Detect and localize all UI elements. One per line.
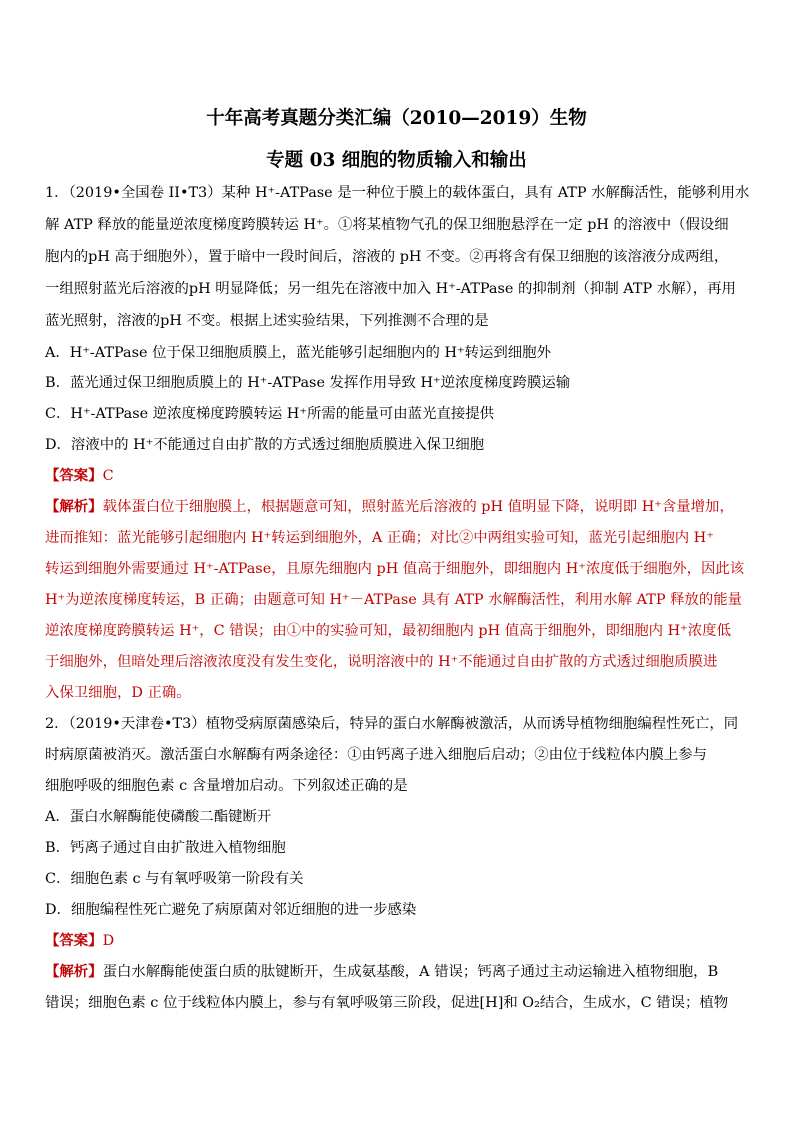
q2-option-d: D．细胞编程性死亡避免了病原菌对邻近细胞的进一步感染	[45, 902, 417, 918]
q2-option-a: A．蛋白水解酶能使磷酸二酯键断开	[45, 809, 272, 825]
q2-stem-line: 2．（2019•天津卷•T3）植物受病原菌感染后，特异的蛋白水解酶被激活，从而诱导植物细胞编程性死亡，同	[45, 716, 739, 732]
analysis-text: 载体蛋白位于细胞膜上，根据题意可知，照射蓝光后溶液的 pH 值明显下降，说明即 H⁺含量增加，	[102, 499, 734, 515]
q1-analysis-line: 于细胞外，但暗处理后溶液浓度没有发生变化，说明溶液中的 H⁺不能通过自由扩散的方式透过细胞质膜进	[45, 654, 718, 670]
q2-analysis-line	[0, 962, 793, 982]
analysis-label: 【解析】	[45, 963, 103, 980]
q1-analysis-line	[0, 497, 793, 517]
q1-stem-line: 蓝光照射，溶液的pH 不变。根据上述实验结果，下列推测不合理的是	[45, 313, 489, 329]
q2-option-c: C．细胞色素 c 与有氧呼吸第一阶段有关	[45, 871, 304, 887]
q1-stem-line: 胞内的pH 高于细胞外），置于暗中一段时间后，溶液的 pH 不变。②再将含有保卫细胞的该溶液分成两组，	[45, 249, 729, 265]
q1-analysis-line: 逆浓度梯度跨膜转运 H⁺，C 错误；由①中的实验可知，最初细胞内 pH 值高于细胞外，即细胞内 H⁺浓度低	[45, 623, 731, 639]
q1-analysis-line: 进而推知：蓝光能够引起细胞内 H⁺转运到细胞外，A 正确；对比②中两组实验可知，蓝光引起细胞内 H⁺	[45, 530, 714, 546]
answer-label: 【答案】	[45, 467, 103, 484]
q2-option-b: B．钙离子通过自由扩散进入植物细胞	[45, 840, 286, 856]
answer-label: 【答案】	[45, 932, 103, 949]
q2-stem-line: 时病原菌被消灭。激活蛋白水解酶有两条途径：①由钙离子进入细胞后启动；②由位于线粒体内膜上参与	[45, 747, 707, 763]
q2-analysis-line: 错误；细胞色素 c 位于线粒体内膜上，参与有氧呼吸第三阶段，促进[H]和 O₂结合，生成水，C 错误；植物	[45, 995, 729, 1011]
q2-stem-line: 细胞呼吸的细胞色素 c 含量增加启动。下列叙述正确的是	[45, 778, 408, 794]
q1-stem-line: 一组照射蓝光后溶液的pH 明显降低；另一组先在溶液中加入 H⁺-ATPase 的抑制剂（抑制 ATP 水解），再用	[45, 281, 736, 297]
answer-value: C	[102, 468, 114, 484]
q1-analysis-line: 转运到细胞外需要通过 H⁺-ATPase，且原先细胞内 pH 值高于细胞外，即细胞内 H⁺浓度低于细胞外，因此该	[45, 561, 745, 577]
q2-answer	[0, 931, 793, 951]
analysis-text: 蛋白水解酶能使蛋白质的肽键断开，生成氨基酸，A 错误；钙离子通过主动运输进入植物细胞，B	[102, 964, 719, 980]
document-subtitle: 专题 03 细胞的物质输入和输出	[266, 150, 527, 171]
q1-option-c: C．H⁺-ATPase 逆浓度梯度跨膜转运 H⁺所需的能量可由蓝光直接提供	[45, 406, 495, 422]
q1-stem-line: 1．（2019•全国卷 II•T3）某种 H⁺-ATPase 是一种位于膜上的载体蛋白，具有 ATP 水解酶活性，能够利用水	[45, 185, 750, 201]
q1-option-b: B．蓝光通过保卫细胞质膜上的 H⁺-ATPase 发挥作用导致 H⁺逆浓度梯度跨膜运输	[45, 375, 571, 391]
document-title: 十年高考真题分类汇编（2010—2019）生物	[206, 108, 587, 129]
q1-option-a: A．H⁺-ATPase 位于保卫细胞质膜上，蓝光能够引起细胞内的 H⁺转运到细胞外	[45, 345, 551, 361]
analysis-label: 【解析】	[45, 498, 103, 515]
q1-analysis-line: 入保卫细胞，D 正确。	[45, 685, 191, 701]
q1-analysis-line: H⁺为逆浓度梯度转运，B 正确；由题意可知 H⁺－ATPase 具有 ATP 水解酶活性，利用水解 ATP 释放的能量	[45, 592, 743, 608]
q1-answer	[0, 466, 793, 486]
q1-stem-line: 解 ATP 释放的能量逆浓度梯度跨膜转运 H⁺。①将某植物气孔的保卫细胞悬浮在一定 pH 的溶液中（假设细	[45, 217, 729, 233]
q1-option-d: D．溶液中的 H⁺不能通过自由扩散的方式透过细胞质膜进入保卫细胞	[45, 437, 485, 453]
answer-value: D	[102, 933, 115, 949]
